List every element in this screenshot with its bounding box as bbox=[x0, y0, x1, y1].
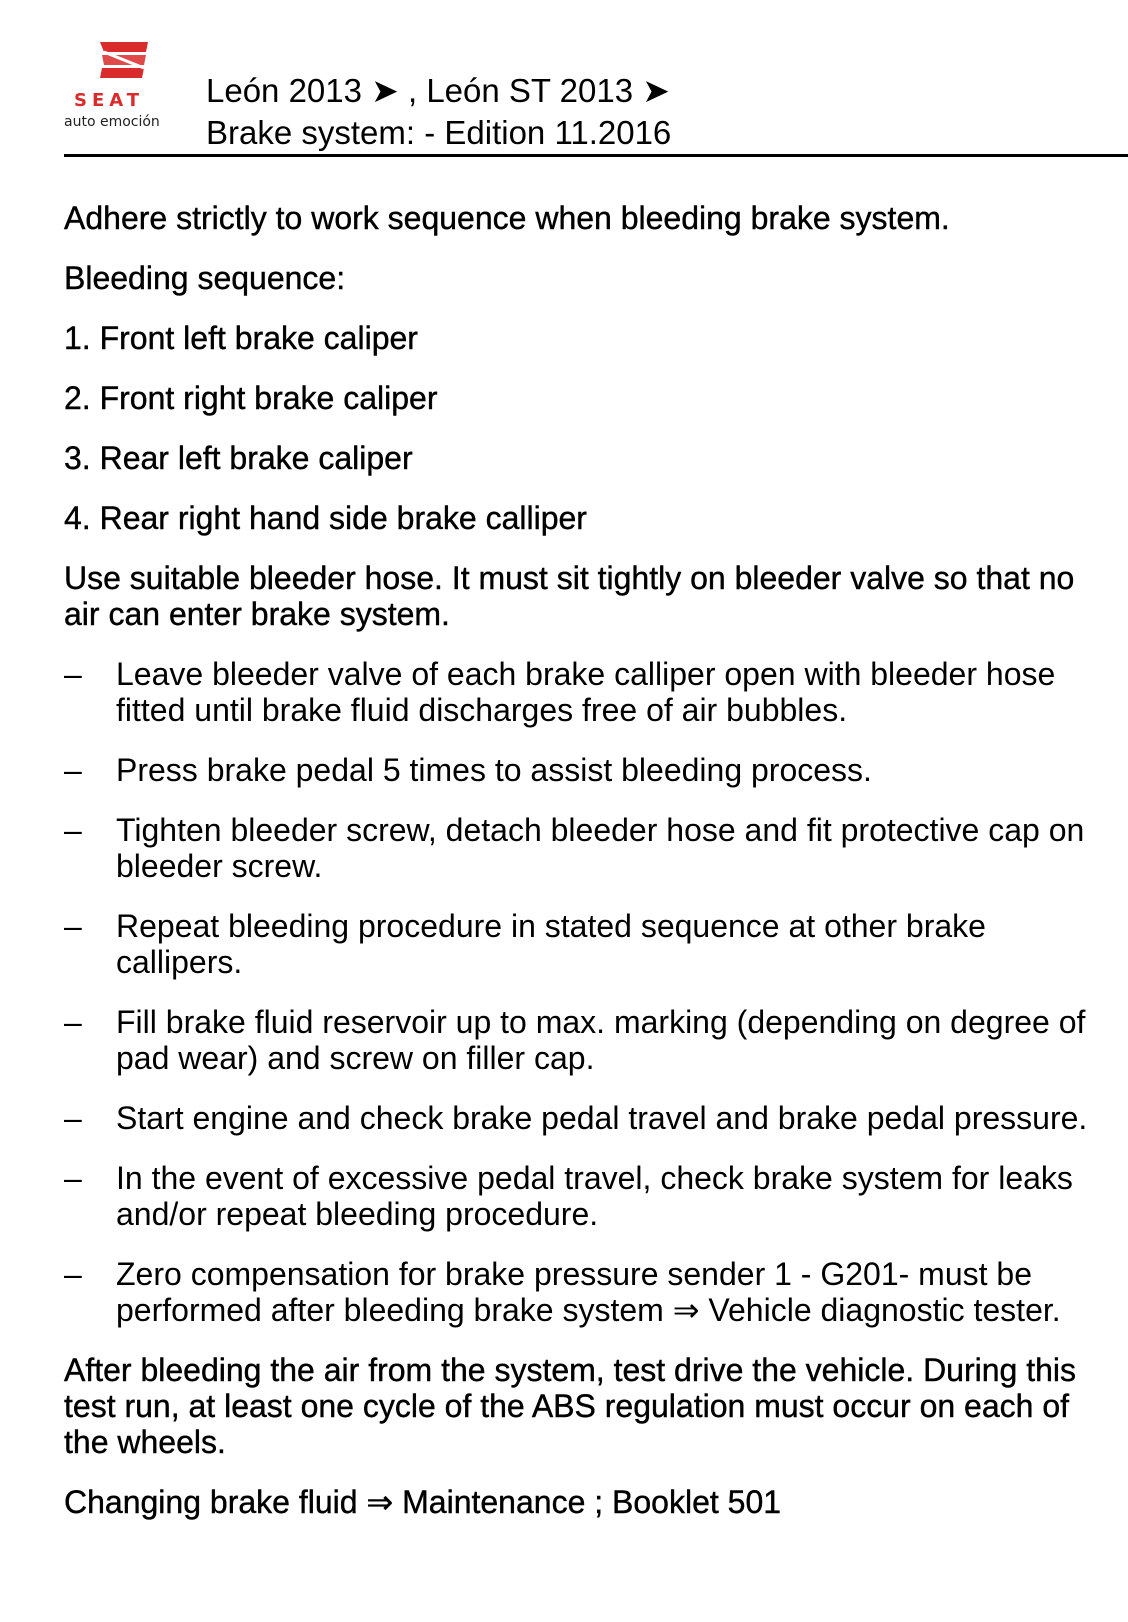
maintenance-reference: Changing brake fluid ⇒ Maintenance ; Booklet 501 bbox=[64, 1484, 782, 1520]
procedure-steps bbox=[64, 656, 1094, 1328]
list-item bbox=[64, 812, 1094, 884]
list-item bbox=[64, 908, 1094, 980]
list-item bbox=[64, 752, 1094, 788]
document-title bbox=[206, 70, 671, 154]
page-header bbox=[64, 36, 1128, 158]
dash-bullet: – bbox=[64, 752, 82, 788]
logo-tagline: auto emoción bbox=[64, 114, 160, 130]
dash-bullet: – bbox=[64, 908, 82, 944]
header-divider bbox=[64, 154, 1128, 157]
step-text: Start engine and check brake pedal travel and brake pedal pressure. bbox=[116, 1100, 1088, 1136]
sequence-item: 3. Rear left brake caliper bbox=[64, 440, 413, 476]
sequence-heading: Bleeding sequence: bbox=[64, 260, 346, 296]
list-item bbox=[64, 1256, 1094, 1328]
dash-bullet: – bbox=[64, 812, 82, 848]
seat-logo bbox=[64, 36, 186, 132]
list-item bbox=[64, 656, 1094, 728]
dash-bullet: – bbox=[64, 1100, 82, 1136]
step-text: In the event of excessive pedal travel, check brake system for leaks and/or repeat bleeding procedure. bbox=[116, 1160, 1073, 1232]
test-drive-paragraph: After bleeding the air from the system, test drive the vehicle. During this test run, at least one cycle of the ABS regulation must occur on each of the wheels. bbox=[64, 1352, 1077, 1460]
list-item bbox=[64, 1004, 1094, 1076]
step-text: Fill brake fluid reservoir up to max. marking (depending on degree of pad wear) and screw on filler cap. bbox=[116, 1004, 1086, 1076]
step-text: Leave bleeder valve of each brake calliper open with bleeder hose fitted until brake fluid discharges free of air bubbles. bbox=[116, 656, 1056, 728]
list-item bbox=[64, 1100, 1094, 1136]
step-text: Tighten bleeder screw, detach bleeder hose and fit protective cap on bleeder screw. bbox=[116, 812, 1085, 884]
intro-paragraph: Adhere strictly to work sequence when bleeding brake system. bbox=[64, 200, 950, 236]
step-text: Zero compensation for brake pressure sender 1 - G201- must be performed after bleeding brake system ⇒ Vehicle diagnostic tester. bbox=[116, 1256, 1061, 1328]
dash-bullet: – bbox=[64, 1256, 82, 1292]
seat-emblem-icon bbox=[94, 38, 154, 88]
main-content bbox=[64, 200, 1094, 1544]
title-line-models: León 2013 ➤ , León ST 2013 ➤ bbox=[206, 72, 670, 109]
dash-bullet: – bbox=[64, 656, 82, 692]
dash-bullet: – bbox=[64, 1160, 82, 1196]
hose-note: Use suitable bleeder hose. It must sit tightly on bleeder valve so that no air can enter brake system. bbox=[64, 560, 1075, 632]
list-item bbox=[64, 1160, 1094, 1232]
sequence-item: 1. Front left brake caliper bbox=[64, 320, 418, 356]
sequence-item: 4. Rear right hand side brake calliper bbox=[64, 500, 587, 536]
logo-wordmark: SEAT bbox=[74, 90, 145, 111]
title-line-edition: Brake system: - Edition 11.2016 bbox=[206, 114, 672, 151]
dash-bullet: – bbox=[64, 1004, 82, 1040]
sequence-item: 2. Front right brake caliper bbox=[64, 380, 438, 416]
step-text: Press brake pedal 5 times to assist bleeding process. bbox=[116, 752, 872, 788]
step-text: Repeat bleeding procedure in stated sequence at other brake callipers. bbox=[116, 908, 986, 980]
